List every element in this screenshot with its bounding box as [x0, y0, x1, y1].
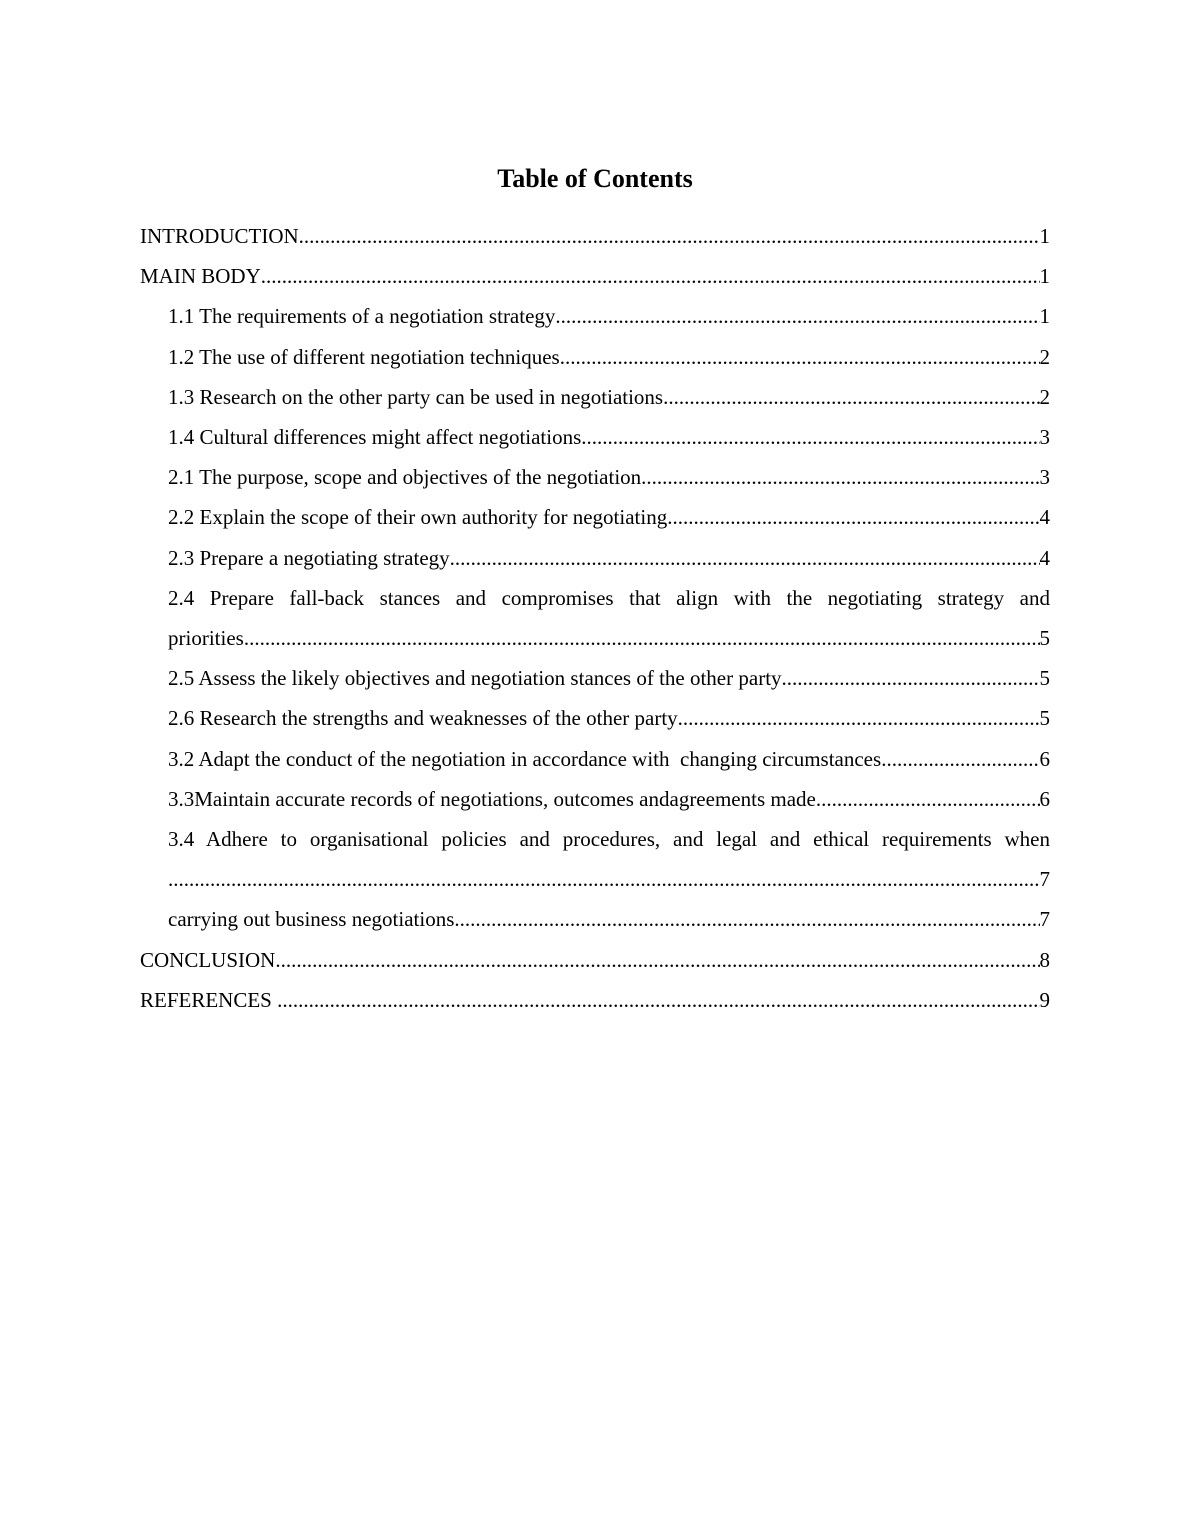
toc-entry-2-3[interactable]: [168, 538, 1050, 578]
toc-entry-text: 3.3Maintain accurate records of negotiations, outcomes andagreements made: [168, 786, 816, 811]
toc-entry-2-2[interactable]: [168, 497, 1050, 537]
dot-leader: [277, 980, 1039, 1020]
toc-entry-3-4-continued[interactable]: [168, 899, 1050, 939]
toc-entry-text: 3.2 Adapt the conduct of the negotiation in accordance with changing circumstances: [168, 746, 882, 771]
toc-entry-page: 2: [1039, 384, 1050, 409]
toc-entry-2-1[interactable]: [168, 457, 1050, 497]
dot-leader: [244, 618, 1040, 658]
toc-entry-text: 1.4 Cultural differences might affect negotiations: [168, 425, 582, 450]
toc-entry-page: 4: [1039, 545, 1050, 570]
dot-leader: [560, 337, 1040, 377]
toc-entry-line2: [168, 859, 1050, 899]
toc-entry-conclusion[interactable]: [140, 940, 1050, 980]
toc-entry-2-5[interactable]: [168, 658, 1050, 698]
toc-entry-3-3[interactable]: [168, 779, 1050, 819]
toc-entry-1-4[interactable]: [168, 417, 1050, 457]
toc-entry-text-line2: priorities: [168, 626, 244, 651]
toc-entry-page: 6: [1039, 746, 1050, 771]
toc-entry-page: 7: [1039, 867, 1050, 892]
toc-entry-introduction[interactable]: [140, 216, 1050, 256]
toc-entry-text: 2.1 The purpose, scope and objectives of the negotiation: [168, 465, 642, 490]
toc-entry-text: CONCLUSION: [140, 947, 276, 972]
toc-entry-text: 1.1 The requirements of a negotiation strategy: [168, 304, 556, 329]
dot-leader: [581, 417, 1039, 457]
toc-entry-page: 4: [1039, 505, 1050, 530]
toc-entry-2-4[interactable]: [168, 578, 1050, 658]
toc-entry-main-body[interactable]: [140, 256, 1050, 296]
toc-entry-text: carrying out business negotiations: [168, 907, 455, 932]
toc-entry-text: MAIN BODY: [140, 264, 261, 289]
toc-entry-text: REFERENCES: [140, 987, 278, 1012]
toc-entry-page: 6: [1039, 786, 1050, 811]
toc-entry-page: 8: [1039, 947, 1050, 972]
toc-entry-text: INTRODUCTION: [140, 224, 299, 248]
toc-title: Table of Contents: [497, 164, 693, 193]
dot-leader: [663, 377, 1039, 417]
dot-leader: [816, 779, 1040, 819]
toc-entry-page: 7: [1039, 907, 1050, 932]
dot-leader: [641, 457, 1039, 497]
toc-entry-page: 3: [1039, 425, 1050, 450]
dot-leader: [555, 296, 1039, 336]
toc-entry-text: 2.6 Research the strengths and weaknesses of the other party: [168, 706, 678, 731]
dot-leader: [881, 739, 1039, 779]
toc-entry-text-line1: 3.4 Adhere to organisational policies and procedures, and legal and ethical requirements when: [168, 827, 1050, 852]
toc-list: [140, 216, 1050, 1020]
toc-entry-1-1[interactable]: [168, 296, 1050, 336]
toc-entry-line2: [168, 618, 1050, 658]
toc-entry-2-6[interactable]: [168, 698, 1050, 738]
toc-entry-3-2[interactable]: [168, 739, 1050, 779]
dot-leader: [667, 497, 1039, 537]
toc-entry-page: 5: [1039, 706, 1050, 731]
dot-leader: [450, 538, 1040, 578]
toc-entry-page: 3: [1039, 465, 1050, 490]
dot-leader: [261, 256, 1040, 296]
dot-leader: [454, 899, 1039, 939]
dot-leader: [678, 698, 1040, 738]
toc-entry-text-line1: 2.4 Prepare fall-back stances and compromises that align with the negotiating strategy and: [168, 585, 1050, 610]
dot-leader: [299, 216, 1040, 256]
toc-entry-text: 1.2 The use of different negotiation techniques: [168, 344, 560, 369]
toc-entry-page: 9: [1039, 987, 1050, 1012]
toc-entry-text: 1.3 Research on the other party can be used in negotiations: [168, 384, 664, 409]
toc-entry-3-4[interactable]: [168, 819, 1050, 899]
toc-entry-page: 2: [1039, 344, 1050, 369]
toc-entry-page: 5: [1039, 626, 1050, 651]
toc-entry-references[interactable]: [140, 980, 1050, 1020]
toc-entry-1-2[interactable]: [168, 337, 1050, 377]
toc-entry-1-3[interactable]: [168, 377, 1050, 417]
toc-entry-page: 1: [1039, 224, 1050, 248]
toc-entry-page: 1: [1039, 264, 1050, 289]
dot-leader: [168, 859, 1040, 899]
toc-entry-text: 2.3 Prepare a negotiating strategy: [168, 545, 450, 570]
dot-leader: [275, 940, 1039, 980]
toc-entry-page: 1: [1039, 304, 1050, 329]
dot-leader: [782, 658, 1040, 698]
toc-entry-text: 2.2 Explain the scope of their own authority for negotiating: [168, 505, 668, 530]
toc-entry-text: 2.5 Assess the likely objectives and negotiation stances of the other party: [168, 666, 782, 691]
toc-entry-page: 5: [1039, 666, 1050, 691]
